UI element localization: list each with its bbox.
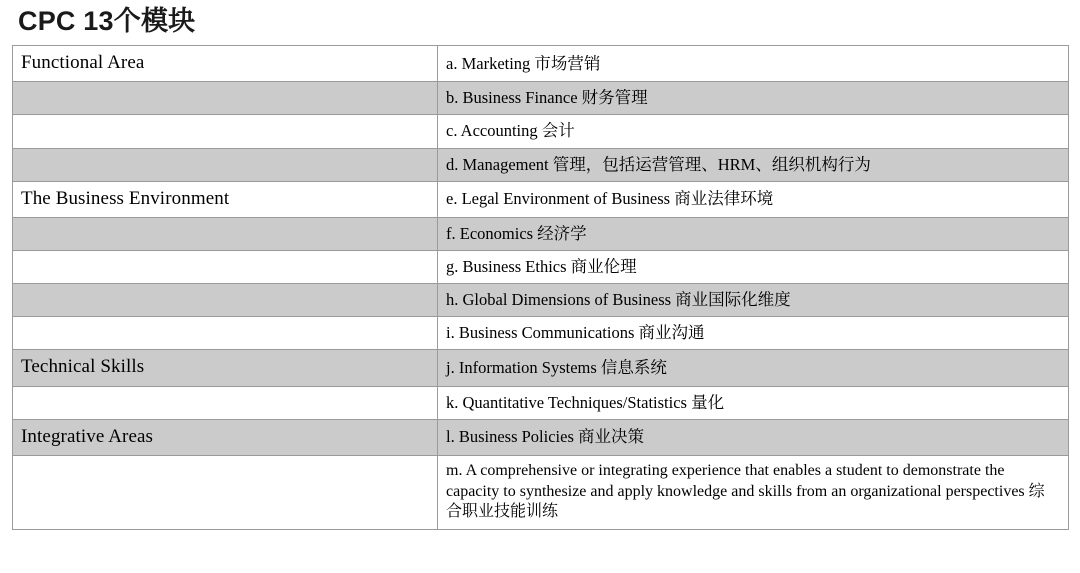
table-row (13, 82, 1069, 115)
table-row (13, 386, 1069, 419)
table-row (13, 115, 1069, 148)
module-cell: b. Business Finance 财务管理 (438, 82, 1069, 115)
category-cell (13, 284, 438, 317)
module-cell: i. Business Communications 商业沟通 (438, 317, 1069, 350)
category-cell (13, 456, 438, 529)
module-cell: c. Accounting 会计 (438, 115, 1069, 148)
category-cell: Technical Skills (13, 350, 438, 386)
table-body (13, 46, 1069, 530)
table-row (13, 419, 1069, 455)
table-row (13, 284, 1069, 317)
module-cell: j. Information Systems 信息系统 (438, 350, 1069, 386)
table-row (13, 317, 1069, 350)
document-page (0, 5, 1080, 573)
module-cell: l. Business Policies 商业决策 (438, 419, 1069, 455)
page-title: CPC 13个模块 (18, 6, 196, 36)
module-cell: m. A comprehensive or integrating experience that enables a student to demonstrate the capacity to synthesize and apply knowledge and skills from an organizational perspectives 综合职业技能训练 (438, 456, 1069, 529)
module-cell: e. Legal Environment of Business 商业法律环境 (438, 181, 1069, 217)
category-cell (13, 317, 438, 350)
category-cell (13, 115, 438, 148)
module-cell: f. Economics 经济学 (438, 217, 1069, 250)
module-cell: d. Management 管理，包括运营管理、HRM、组织机构行为 (438, 148, 1069, 181)
module-cell: h. Global Dimensions of Business 商业国际化维度 (438, 284, 1069, 317)
category-cell (13, 386, 438, 419)
category-cell (13, 217, 438, 250)
table-row (13, 350, 1069, 386)
module-cell: k. Quantitative Techniques/Statistics 量化 (438, 386, 1069, 419)
module-cell: a. Marketing 市场营销 (438, 46, 1069, 82)
table-row (13, 456, 1069, 529)
table-row (13, 181, 1069, 217)
category-cell: Functional Area (13, 46, 438, 82)
category-cell (13, 82, 438, 115)
cpc-modules-table (12, 45, 1069, 530)
table-row (13, 148, 1069, 181)
category-cell (13, 251, 438, 284)
category-cell: The Business Environment (13, 181, 438, 217)
module-cell: g. Business Ethics 商业伦理 (438, 251, 1069, 284)
table-row (13, 217, 1069, 250)
category-cell (13, 148, 438, 181)
table-row (13, 46, 1069, 82)
category-cell: Integrative Areas (13, 419, 438, 455)
table-row (13, 251, 1069, 284)
